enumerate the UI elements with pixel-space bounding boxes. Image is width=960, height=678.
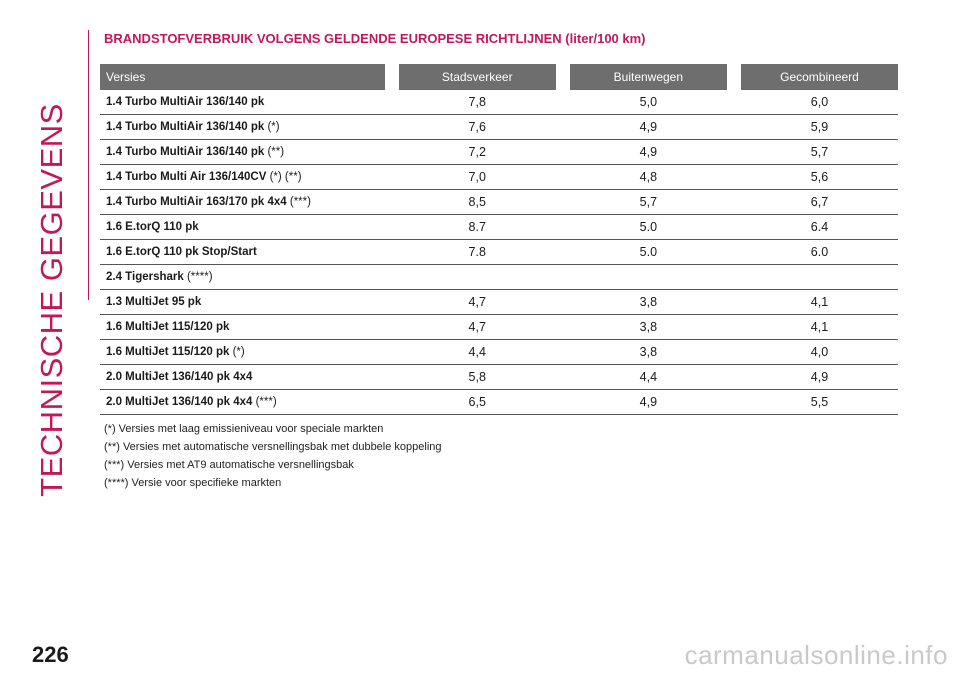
version-label: 2.4 Tigershark (106, 271, 184, 283)
cell-gap (727, 165, 741, 190)
cell-gap (727, 340, 741, 365)
version-note: (****) (183, 271, 213, 283)
gecombineerd-cell: 4,1 (741, 315, 898, 340)
buitenwegen-cell: 4,4 (570, 365, 727, 390)
cell-gap (556, 365, 570, 390)
gecombineerd-cell: 5,7 (741, 140, 898, 165)
cell-gap (385, 365, 399, 390)
header-stadsverkeer: Stadsverkeer (399, 64, 556, 90)
buitenwegen-cell: 5.0 (570, 215, 727, 240)
stadsverkeer-cell: 7,6 (399, 115, 556, 140)
version-cell (100, 315, 385, 340)
version-label: 1.4 Turbo Multi Air 136/140CV (106, 171, 267, 183)
buitenwegen-cell: 4,9 (570, 140, 727, 165)
buitenwegen-cell: 3,8 (570, 315, 727, 340)
version-label: 1.4 Turbo MultiAir 136/140 pk (106, 121, 265, 133)
cell-gap (727, 290, 741, 315)
buitenwegen-cell: 5.0 (570, 240, 727, 265)
cell-gap (727, 215, 741, 240)
cell-gap (385, 240, 399, 265)
version-cell (100, 190, 385, 215)
table-row (100, 90, 898, 115)
version-cell (100, 340, 385, 365)
version-note: (***) (286, 196, 311, 208)
cell-gap (556, 340, 570, 365)
table-header-row (100, 64, 898, 90)
version-label: 1.4 Turbo MultiAir 163/170 pk 4x4 (106, 196, 287, 208)
version-cell (100, 290, 385, 315)
version-cell (100, 365, 385, 390)
table-row (100, 215, 898, 240)
cell-gap (727, 140, 741, 165)
table-row (100, 390, 898, 415)
gecombineerd-cell: 6.0 (741, 240, 898, 265)
cell-gap (556, 315, 570, 340)
buitenwegen-cell: 4,8 (570, 165, 727, 190)
cell-gap (727, 390, 741, 415)
stadsverkeer-cell: 4,7 (399, 315, 556, 340)
version-note: (*) (**) (266, 171, 302, 183)
sidebar-rule (88, 30, 89, 300)
gecombineerd-cell: 4,9 (741, 365, 898, 390)
table-row (100, 115, 898, 140)
cell-gap (385, 340, 399, 365)
version-note: (*) (264, 121, 280, 133)
version-note: (***) (252, 396, 277, 408)
cell-gap (727, 315, 741, 340)
version-cell (100, 240, 385, 265)
table-body (100, 90, 898, 415)
buitenwegen-cell: 5,0 (570, 90, 727, 115)
cell-gap (556, 215, 570, 240)
stadsverkeer-cell: 7,8 (399, 90, 556, 115)
cell-gap (385, 215, 399, 240)
buitenwegen-cell: 3,8 (570, 290, 727, 315)
version-label: 1.6 MultiJet 115/120 pk (106, 321, 230, 333)
version-cell (100, 140, 385, 165)
fuel-consumption-table (100, 64, 898, 415)
stadsverkeer-cell: 6,5 (399, 390, 556, 415)
header-gap (385, 64, 399, 90)
header-buitenwegen: Buitenwegen (570, 64, 727, 90)
stadsverkeer-cell: 7.8 (399, 240, 556, 265)
version-note: (*) (229, 346, 245, 358)
cell-gap (556, 190, 570, 215)
gecombineerd-cell: 5,6 (741, 165, 898, 190)
version-label: 1.3 MultiJet 95 pk (106, 296, 202, 308)
cell-gap (385, 90, 399, 115)
table-row (100, 340, 898, 365)
table-row (100, 240, 898, 265)
cell-gap (385, 290, 399, 315)
cell-gap (385, 140, 399, 165)
buitenwegen-cell: 3,8 (570, 340, 727, 365)
footnote-2: (**) Versies met automatische versnellingsbak met dubbele koppeling (104, 441, 442, 453)
version-label: 1.6 E.torQ 110 pk Stop/Start (106, 246, 257, 258)
table-row (100, 265, 898, 290)
header-gecombineerd: Gecombineerd (741, 64, 898, 90)
buitenwegen-cell (570, 265, 727, 290)
cell-gap (556, 140, 570, 165)
cell-gap (727, 90, 741, 115)
cell-gap (385, 115, 399, 140)
cell-gap (556, 290, 570, 315)
table-row (100, 290, 898, 315)
gecombineerd-cell (741, 265, 898, 290)
buitenwegen-cell: 4,9 (570, 390, 727, 415)
version-label: 1.4 Turbo MultiAir 136/140 pk (106, 96, 265, 108)
cell-gap (385, 390, 399, 415)
version-label: 1.4 Turbo MultiAir 136/140 pk (106, 146, 265, 158)
table-row (100, 315, 898, 340)
buitenwegen-cell: 5,7 (570, 190, 727, 215)
cell-gap (556, 115, 570, 140)
cell-gap (556, 265, 570, 290)
cell-gap (385, 190, 399, 215)
gecombineerd-cell: 5,9 (741, 115, 898, 140)
table-row (100, 140, 898, 165)
cell-gap (556, 165, 570, 190)
cell-gap (385, 165, 399, 190)
cell-gap (556, 90, 570, 115)
footnote-1: (*) Versies met laag emissieniveau voor speciale markten (104, 423, 384, 435)
table-row (100, 190, 898, 215)
footnote-4: (****) Versie voor specifieke markten (104, 477, 282, 489)
version-cell (100, 265, 385, 290)
footnote-3: (***) Versies met AT9 automatische versnellingsbak (104, 459, 354, 471)
table-row (100, 365, 898, 390)
version-cell (100, 165, 385, 190)
version-label: 2.0 MultiJet 136/140 pk 4x4 (106, 371, 253, 383)
header-gap (556, 64, 570, 90)
version-cell (100, 215, 385, 240)
stadsverkeer-cell: 8,5 (399, 190, 556, 215)
cell-gap (727, 190, 741, 215)
version-cell (100, 90, 385, 115)
gecombineerd-cell: 6,7 (741, 190, 898, 215)
buitenwegen-cell: 4,9 (570, 115, 727, 140)
version-label: 2.0 MultiJet 136/140 pk 4x4 (106, 396, 253, 408)
page-title: BRANDSTOFVERBRUIK VOLGENS GELDENDE EUROPESE RICHTLIJNEN (liter/100 km) (104, 31, 646, 46)
footnotes (104, 420, 442, 492)
watermark: carmanualsonline.info (684, 640, 948, 670)
version-label: 1.6 E.torQ 110 pk (106, 221, 199, 233)
stadsverkeer-cell: 8.7 (399, 215, 556, 240)
stadsverkeer-cell: 4,7 (399, 290, 556, 315)
section-title-vertical: TECHNISCHE GEGEVENS (34, 103, 69, 497)
cell-gap (385, 265, 399, 290)
stadsverkeer-cell: 7,0 (399, 165, 556, 190)
gecombineerd-cell: 6.4 (741, 215, 898, 240)
version-cell (100, 115, 385, 140)
version-cell (100, 390, 385, 415)
page-number: 226 (32, 642, 69, 667)
version-note: (**) (264, 146, 285, 158)
cell-gap (727, 265, 741, 290)
cell-gap (727, 240, 741, 265)
cell-gap (385, 315, 399, 340)
gecombineerd-cell: 4,0 (741, 340, 898, 365)
table-row (100, 165, 898, 190)
cell-gap (556, 390, 570, 415)
stadsverkeer-cell (399, 265, 556, 290)
stadsverkeer-cell: 7,2 (399, 140, 556, 165)
stadsverkeer-cell: 5,8 (399, 365, 556, 390)
version-label: 1.6 MultiJet 115/120 pk (106, 346, 230, 358)
header-gap (727, 64, 741, 90)
gecombineerd-cell: 6,0 (741, 90, 898, 115)
gecombineerd-cell: 4,1 (741, 290, 898, 315)
gecombineerd-cell: 5,5 (741, 390, 898, 415)
stadsverkeer-cell: 4,4 (399, 340, 556, 365)
cell-gap (556, 240, 570, 265)
header-versies: Versies (100, 64, 385, 90)
cell-gap (727, 365, 741, 390)
cell-gap (727, 115, 741, 140)
